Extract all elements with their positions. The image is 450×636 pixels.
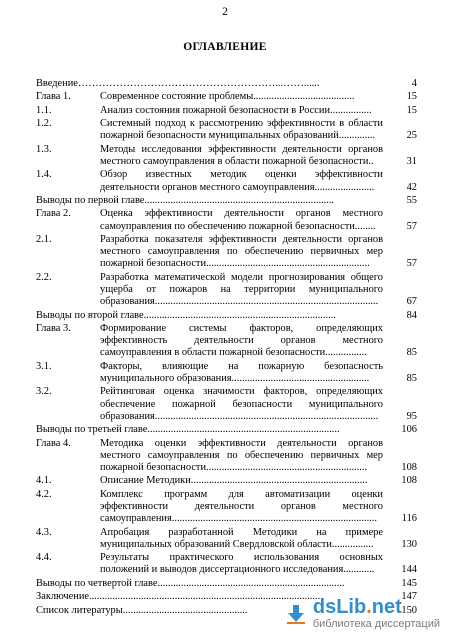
toc-entry-number: Глава 3. [36, 323, 71, 334]
toc-entry-page: 108 [401, 461, 417, 473]
toc-entry-page: 57 [406, 258, 417, 270]
toc-entry-page: 67 [406, 296, 417, 308]
toc-entry-number: 1.2. [36, 118, 52, 130]
toc-entry-text [36, 195, 383, 207]
toc-entry-line: самоуправления в области пожарной безопасности................ [100, 347, 367, 359]
toc-entry-page: 15 [406, 91, 417, 103]
toc-entry-line: образования...................................................................................... [100, 296, 379, 308]
toc-entry-line: образования...................................................................................... [100, 410, 379, 422]
toc-entry-line: Список литературы................................................ [36, 604, 248, 616]
watermark-brand: dsLib.net [312, 596, 402, 618]
toc-entry-line: Выводы по первой главе......................................................................... [36, 195, 335, 206]
toc-entry-text [100, 386, 383, 423]
toc-entry [0, 118, 450, 142]
toc-entry-line: Результаты практического использования основных [100, 552, 383, 564]
toc-entry-number: 4.3. [36, 526, 52, 538]
toc-entry-line: обеспечение пожарной безопасности муниципального [100, 398, 383, 410]
toc-entry-line: самоуправления по обеспечению пожарной безопасности........ [100, 220, 376, 232]
toc-entry-text [100, 323, 383, 360]
toc-entry [0, 552, 450, 576]
toc-entry-line: деятельности органов местного самоуправления....................... [100, 181, 375, 193]
toc-entry [0, 78, 450, 90]
toc-entry [0, 208, 450, 232]
toc-entry [0, 489, 450, 526]
toc-entry-line: Комплекс программ для автоматизации оценки [100, 488, 383, 500]
toc-entry-text [100, 361, 383, 385]
toc-entry-number: Глава 2. [36, 208, 71, 220]
toc-entry-line: положений и выводов диссертационного исследования............ [100, 564, 375, 576]
toc-entry-line: Формирование системы факторов, определяющих [100, 323, 383, 334]
toc-entry-text [100, 234, 383, 271]
toc-entry-text [100, 489, 383, 526]
toc-entry-line: Выводы по третьей главе.......................................................................... [36, 424, 340, 436]
toc-entry-text [100, 118, 383, 142]
toc-entry-line: Разработка показателя эффективности деятельности органов [100, 234, 383, 245]
toc-entry [0, 310, 450, 322]
toc-entry [0, 169, 450, 193]
toc-entry-number: 4.1. [36, 475, 52, 487]
toc-entry [0, 438, 450, 475]
toc-entry [0, 105, 450, 117]
toc-entry [0, 91, 450, 103]
toc-entry-number: 1.3. [36, 143, 52, 155]
toc-entry-page: 106 [401, 424, 417, 436]
toc-entry-page: 116 [401, 513, 417, 525]
toc-entry-number: 4.2. [36, 488, 52, 500]
toc-entry-line: муниципального образования..................................................... [100, 372, 370, 384]
toc-entry-text [100, 91, 383, 103]
toc-entry-page: 130 [401, 538, 417, 550]
toc-entry-line: Заключение......................................................................................... [36, 591, 321, 603]
toc-entry-line: Апробация разработанной Методики на примере [100, 526, 383, 538]
toc-entry-text [36, 310, 383, 322]
toc-entry-number: 4.4. [36, 552, 52, 564]
toc-entry-number: Глава 1. [36, 91, 71, 103]
toc-entry-line: пожарной безопасности.............................................................. [100, 461, 368, 473]
toc-entry-line: местного самоуправления по обеспечению первичных мер [100, 449, 383, 461]
toc-entry-line: пожарной безопасности муниципальных образований.............. [100, 130, 376, 142]
toc-entry-line: Факторы, влияющие на пожарную безопасность [100, 360, 383, 372]
toc-entry-text [100, 438, 383, 475]
toc-entry-text [100, 208, 383, 232]
page-title: ОГЛАВЛЕНИЕ [183, 41, 267, 53]
download-arrow-icon [285, 603, 307, 625]
toc-entry-page: 95 [406, 410, 417, 422]
toc-entry-line: ущерба от пожаров на территории муниципального [100, 283, 383, 295]
toc-entry-text [100, 272, 383, 309]
toc-entry-page: 42 [406, 181, 417, 193]
toc-entry [0, 195, 450, 207]
toc-entry-page: 31 [406, 155, 417, 167]
toc-entry-number: 3.1. [36, 360, 52, 372]
toc-entry-line: местного самоуправления по обеспечению первичных мер [100, 246, 383, 258]
toc-entry-page: 55 [406, 195, 417, 206]
toc-entry-line: Методы исследования эффективности деятельности органов [100, 143, 383, 155]
toc-entry [0, 144, 450, 168]
toc-entry-number: 1.4. [36, 169, 52, 181]
toc-entry-number: 2.1. [36, 234, 52, 245]
toc-entry [0, 234, 450, 271]
toc-entry [0, 578, 450, 590]
toc-entry-page: 84 [406, 309, 417, 321]
toc-entry-number: 3.2. [36, 386, 52, 398]
toc-entry-line: Анализ состояния пожарной безопасности в России................ [100, 104, 372, 116]
toc-entry-page: 147 [401, 591, 417, 603]
toc-entry-text [100, 169, 383, 193]
toc-entry-line: самоуправления............................................................................... [100, 513, 377, 525]
toc-entry-page: 108 [401, 475, 417, 487]
toc-entry [0, 323, 450, 360]
toc-entry-line: муниципальных образований Свердловской области................ [100, 538, 374, 550]
toc-entry-line: Методика оценки эффективности деятельности органов [100, 437, 383, 449]
toc-entry-text [100, 105, 383, 117]
toc-entry-text [100, 552, 383, 576]
page-number: 2 [222, 6, 228, 18]
toc-entry-line: Оценка эффективности деятельности органов местного [100, 208, 383, 220]
dslib-watermark [285, 597, 440, 630]
toc-entry-number: 1.1. [36, 104, 52, 116]
toc-entry-line: Рейтинговая оценка значимости факторов, определяющих [100, 386, 383, 398]
toc-entry [0, 424, 450, 436]
toc-entry [0, 475, 450, 487]
toc-entry [0, 527, 450, 551]
toc-entry-text [100, 527, 383, 551]
toc-entry-line: Обзор известных методик оценки эффективности [100, 169, 383, 181]
toc-entry-line: Системный подход к рассмотрению эффективности в области [100, 118, 383, 130]
toc-entry-page: 145 [401, 577, 417, 589]
toc-entry-page: 57 [406, 220, 417, 232]
toc-entry-page: 15 [406, 104, 417, 116]
toc-entry-page: 144 [401, 564, 417, 576]
toc-entry-line: Разработка математической модели прогнозирования общего [100, 271, 383, 283]
toc-entry-text [36, 578, 383, 590]
toc-entry-page: 4 [411, 78, 417, 89]
toc-entry-line: Описание Методики.................................................................... [100, 475, 368, 487]
toc-entry-line: местного самоуправления в области пожарной безопасности.. [100, 155, 374, 167]
toc-entry-line: Выводы по второй главе.......................................................................... [36, 309, 336, 321]
toc-entry-text [100, 475, 383, 487]
toc-entry-text [36, 78, 383, 90]
toc-entry [0, 386, 450, 423]
toc-entry-line: Введение…………………………………………………...……...... [36, 78, 320, 89]
toc-entry-page: 150 [401, 604, 417, 616]
toc-entry-line: Современное состояние проблемы....................................... [100, 91, 355, 103]
toc-entry [0, 361, 450, 385]
toc-entry-page: 85 [406, 347, 417, 359]
toc-entry-text [36, 424, 383, 436]
watermark-subtitle: библиотека диссертаций [312, 618, 440, 630]
toc-entry-page: 85 [406, 372, 417, 384]
toc-entry-number: Глава 4. [36, 437, 71, 449]
toc-entry-line: пожарной безопасности............................................................... [100, 258, 370, 270]
toc-entry-text [100, 144, 383, 168]
toc-entry-line: Выводы по четвертой главе........................................................................ [36, 577, 345, 589]
toc-entry-line: эффективность деятельности органов местного [100, 335, 383, 347]
toc-entry-page: 25 [406, 130, 417, 142]
toc-entry-number: 2.2. [36, 271, 52, 283]
toc-entry-line: эффективности деятельности органов местного [100, 500, 383, 512]
toc-entry [0, 272, 450, 309]
